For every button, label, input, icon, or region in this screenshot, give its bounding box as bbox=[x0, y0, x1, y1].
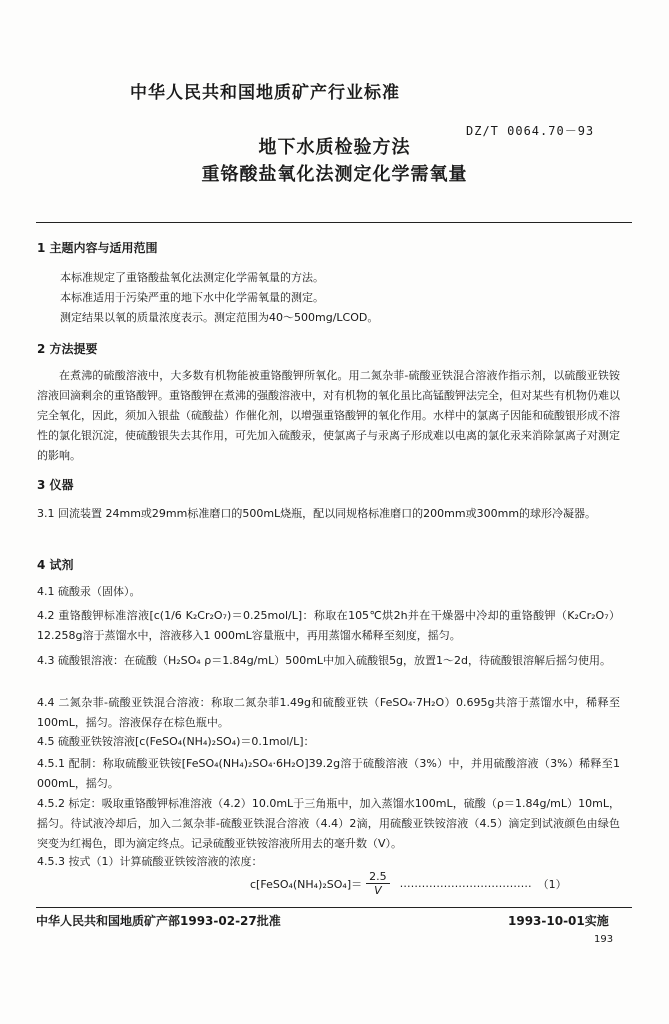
section-2-heading: 2 方法提要 bbox=[37, 342, 98, 356]
section-2-paragraph: 在煮沸的硫酸溶液中，大多数有机物能被重铬酸钾所氧化。用二氮杂菲-硫酸亚铁混合溶液作指示剂，以硫酸亚铁铵溶液回滴剩余的重铬酸钾。重铬酸钾在煮沸的强酸溶液中，对有机物的氧化虽比高锰酸钾法完全，但对某些有机物仍难以完全氧化，因此，须加入银盐（硫酸盐）作催化剂，以增强重铬酸钾的氧化作用。水样中的氯离子因能和硫酸银形成不溶性的氯化银沉淀，使硫酸银失去其作用，可先加入硫酸汞，使氯离子与汞离子形成难以电离的氯化汞来消除氯离子对测定的影响。 bbox=[37, 369, 620, 462]
section-4-item-4-5-2: 4.5.2 标定：吸取重铬酸钾标准溶液（4.2）10.0mL于三角瓶中，加入蒸馏水100mL，硫酸（ρ＝1.84g/mL）10mL，摇匀。待试液冷却后，加入二氮杂菲-硫酸亚铁混合溶液（4.4）2滴，用硫酸亚铁铵溶液（4.5）滴定到试液颜色由绿色突变为红褐色，即为滴定终点。记录硫酸亚铁铵溶液所用去的毫升数（V）。 bbox=[37, 797, 620, 850]
header-divider bbox=[36, 222, 632, 223]
footer-divider bbox=[36, 907, 632, 908]
section-1-line-3: 测定结果以氧的质量浓度表示。测定范围为40～500mg/LCOD。 bbox=[60, 311, 379, 324]
formula-1 bbox=[250, 870, 567, 897]
document-title-line1: 地下水质检验方法 bbox=[258, 137, 411, 158]
section-4-item-4-5-1: 4.5.1 配制：称取硫酸亚铁铵[FeSO₄(NH₄)₂SO₄·6H₂O]39.2g溶于硫酸溶液（3%）中，并用硫酸溶液（3%）稀释至1 000mL，摇匀。 bbox=[37, 757, 620, 790]
section-3-item-3-1: 3.1 回流装置 24mm或29mm标准磨口的500mL烧瓶，配以同规格标准磨口的200mm或300mm的球形冷凝器。 bbox=[37, 507, 597, 520]
section-4-heading: 4 试剂 bbox=[37, 558, 74, 572]
section-4-item-4-5-3: 4.5.3 按式（1）计算硫酸亚铁铵溶液的浓度： bbox=[37, 855, 263, 868]
formula-equation-number: （1） bbox=[537, 877, 567, 891]
document-title-line2: 重铬酸盐氧化法测定化学需氧量 bbox=[201, 164, 468, 185]
page-number: 193 bbox=[594, 934, 614, 945]
formula-denominator: V bbox=[374, 884, 382, 897]
section-1-line-2: 本标准适用于污染严重的地下水中化学需氧量的测定。 bbox=[60, 291, 324, 304]
standard-header: 中华人民共和国地质矿产行业标准 bbox=[130, 83, 400, 103]
section-4-item-4-1: 4.1 硫酸汞（固体）。 bbox=[37, 585, 141, 598]
section-1-line-1: 本标准规定了重铬酸盐氧化法测定化学需氧量的方法。 bbox=[60, 271, 324, 284]
formula-numerator: 2.5 bbox=[366, 870, 390, 884]
standard-number: DZ/T 0064.70－93 bbox=[466, 124, 595, 138]
formula-lhs: c[FeSO₄(NH₄)₂SO₄]＝ bbox=[250, 877, 363, 891]
section-1-heading: 1 主题内容与适用范围 bbox=[37, 241, 158, 255]
approval-date: 中华人民共和国地质矿产部1993-02-27批准 bbox=[36, 914, 281, 928]
formula-fraction bbox=[366, 870, 390, 897]
section-4-item-4-3: 4.3 硫酸银溶液：在硫酸（H₂SO₄ ρ＝1.84g/mL）500mL中加入硫酸银5g，放置1～2d，待硫酸银溶解后摇匀使用。 bbox=[37, 654, 612, 667]
section-4-item-4-4: 4.4 二氮杂菲-硫酸亚铁混合溶液：称取二氮杂菲1.49g和硫酸亚铁（FeSO₄·7H₂O）0.695g共溶于蒸馏水中，稀释至100mL，摇匀。溶液保存在棕色瓶中。 bbox=[37, 696, 620, 729]
effective-date: 1993-10-01实施 bbox=[508, 914, 609, 928]
section-4-item-4-5: 4.5 硫酸亚铁铵溶液[c(FeSO₄(NH₄)₂SO₄)＝0.1mol/L]： bbox=[37, 735, 315, 748]
section-4-item-4-2: 4.2 重铬酸钾标准溶液[c(1/6 K₂Cr₂O₇)＝0.25mol/L]：称取在105℃烘2h并在干燥器中冷却的重铬酸钾（K₂Cr₂O₇）12.258g溶于蒸馏水中，溶液移入1 000mL容量瓶中，再用蒸馏水稀释至刻度，摇匀。 bbox=[37, 609, 620, 642]
formula-leader-dots: ……………………………… bbox=[399, 877, 532, 890]
section-3-heading: 3 仪器 bbox=[37, 478, 74, 492]
